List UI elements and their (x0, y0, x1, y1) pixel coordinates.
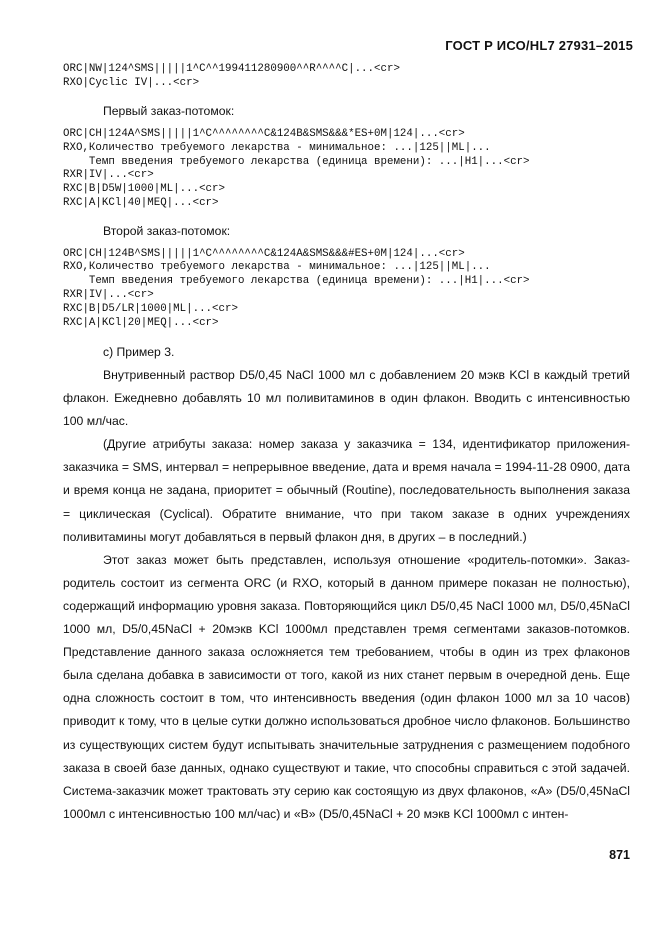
code-line: Темп введения требуемого лекарства (единица времени): ...|H1|...<cr> (63, 156, 530, 168)
page-number: 871 (609, 848, 630, 862)
code-line: RXC|A|KCl|20|MEQ|...<cr> (63, 317, 219, 329)
paragraph: Этот заказ может быть представлен, используя отношение «родитель-потомки». Заказ-родитель состоит из сегмента ORC (и RXO, который в данном примере показан не полностью), содержащий информацию уровня заказа. Повторяющийся цикл D5/0,45 NaCl 1000 мл, D5/0,45NaCl 1000 мл, D5/0,45NaCl + 20мэкв KCl 1000мл представлен тремя сегментами заказов-потомков. Представление данного заказа осложняется тем требованием, чтобы в один из трех флаконов была сделана добавка в зависимости от того, какой из них станет первым в очередной день. Еще одна сложность состоит в том, что интенсивность введения (один флакон 1000 мл за 10 часов) приводит к тому, что в целые сутки должно использоваться дробное число флаконов. Большинство из существующих систем будут испытывать значительные затруднения с размещением подобного заказа в своей базе данных, однако существуют и такие, что способны справиться с этой задачей. Система-заказчик может трактовать эту серию как состоящую из двух флаконов, «A» (D5/0,45NaCl 1000мл с интенсивностью 100 мл/час) и «B» (D5/0,45NaCl + 20 мэкв KCl 1000мл с интен- (63, 552, 630, 821)
code-line: ORC|NW|124^SMS|||||1^C^^199411280900^^R^^^^C|...<cr> (63, 63, 400, 75)
code-line: RXO,Количество требуемого лекарства - минимальное: ...|125||ML|... (63, 142, 491, 154)
body-text (63, 364, 630, 826)
child-order-caption: Первый заказ-потомок: (103, 104, 235, 118)
code-line: RXC|A|KCl|40|MEQ|...<cr> (63, 197, 219, 209)
code-line: RXO,Количество требуемого лекарства - минимальное: ...|125||ML|... (63, 261, 491, 273)
paragraph: Внутривенный раствор D5/0,45 NaCl 1000 мл с добавлением 20 мэкв KCl в каждый третий флакон. Ежедневно добавлять 10 мл поливитаминов в один флакон. Вводить с интенсивностью 100 мл/час. (63, 368, 630, 429)
code-line: RXC|B|D5/LR|1000|ML|...<cr> (63, 303, 238, 315)
code-line: RXR|IV|...<cr> (63, 289, 154, 301)
code-line: ORC|CH|124A^SMS|||||1^C^^^^^^^^C&124B&SMS&&&*ES+0M|124|...<cr> (63, 128, 465, 140)
example-label: c) Пример 3. (103, 345, 175, 359)
paragraph: (Другие атрибуты заказа: номер заказа у заказчика = 134, идентификатор приложения-заказчика = SMS, интервал = непрерывное введение, дата и время начала = 1994-11-28 0900, дата и время конца не задана, приоритет = обычный (Routine), последовательность выполнения заказа = циклическая (Cyclical). Обратите внимание, что при таком заказе в одних учреждениях поливитамины могут добавляться в первый флакон дня, в других – в последний.) (63, 437, 630, 544)
code-line: RXO|Cyclic IV|...<cr> (63, 77, 200, 89)
code-line: Темп введения требуемого лекарства (единица времени): ...|H1|...<cr> (63, 275, 530, 287)
document-header: ГОСТ Р ИСО/HL7 27931–2015 (445, 38, 633, 53)
child-order-caption: Второй заказ-потомок: (103, 224, 231, 238)
code-line: ORC|CH|124B^SMS|||||1^C^^^^^^^^C&124A&SMS&&&#ES+0M|124|...<cr> (63, 248, 465, 260)
code-line: RXC|B|D5W|1000|ML|...<cr> (63, 183, 225, 195)
code-line: RXR|IV|...<cr> (63, 169, 154, 181)
